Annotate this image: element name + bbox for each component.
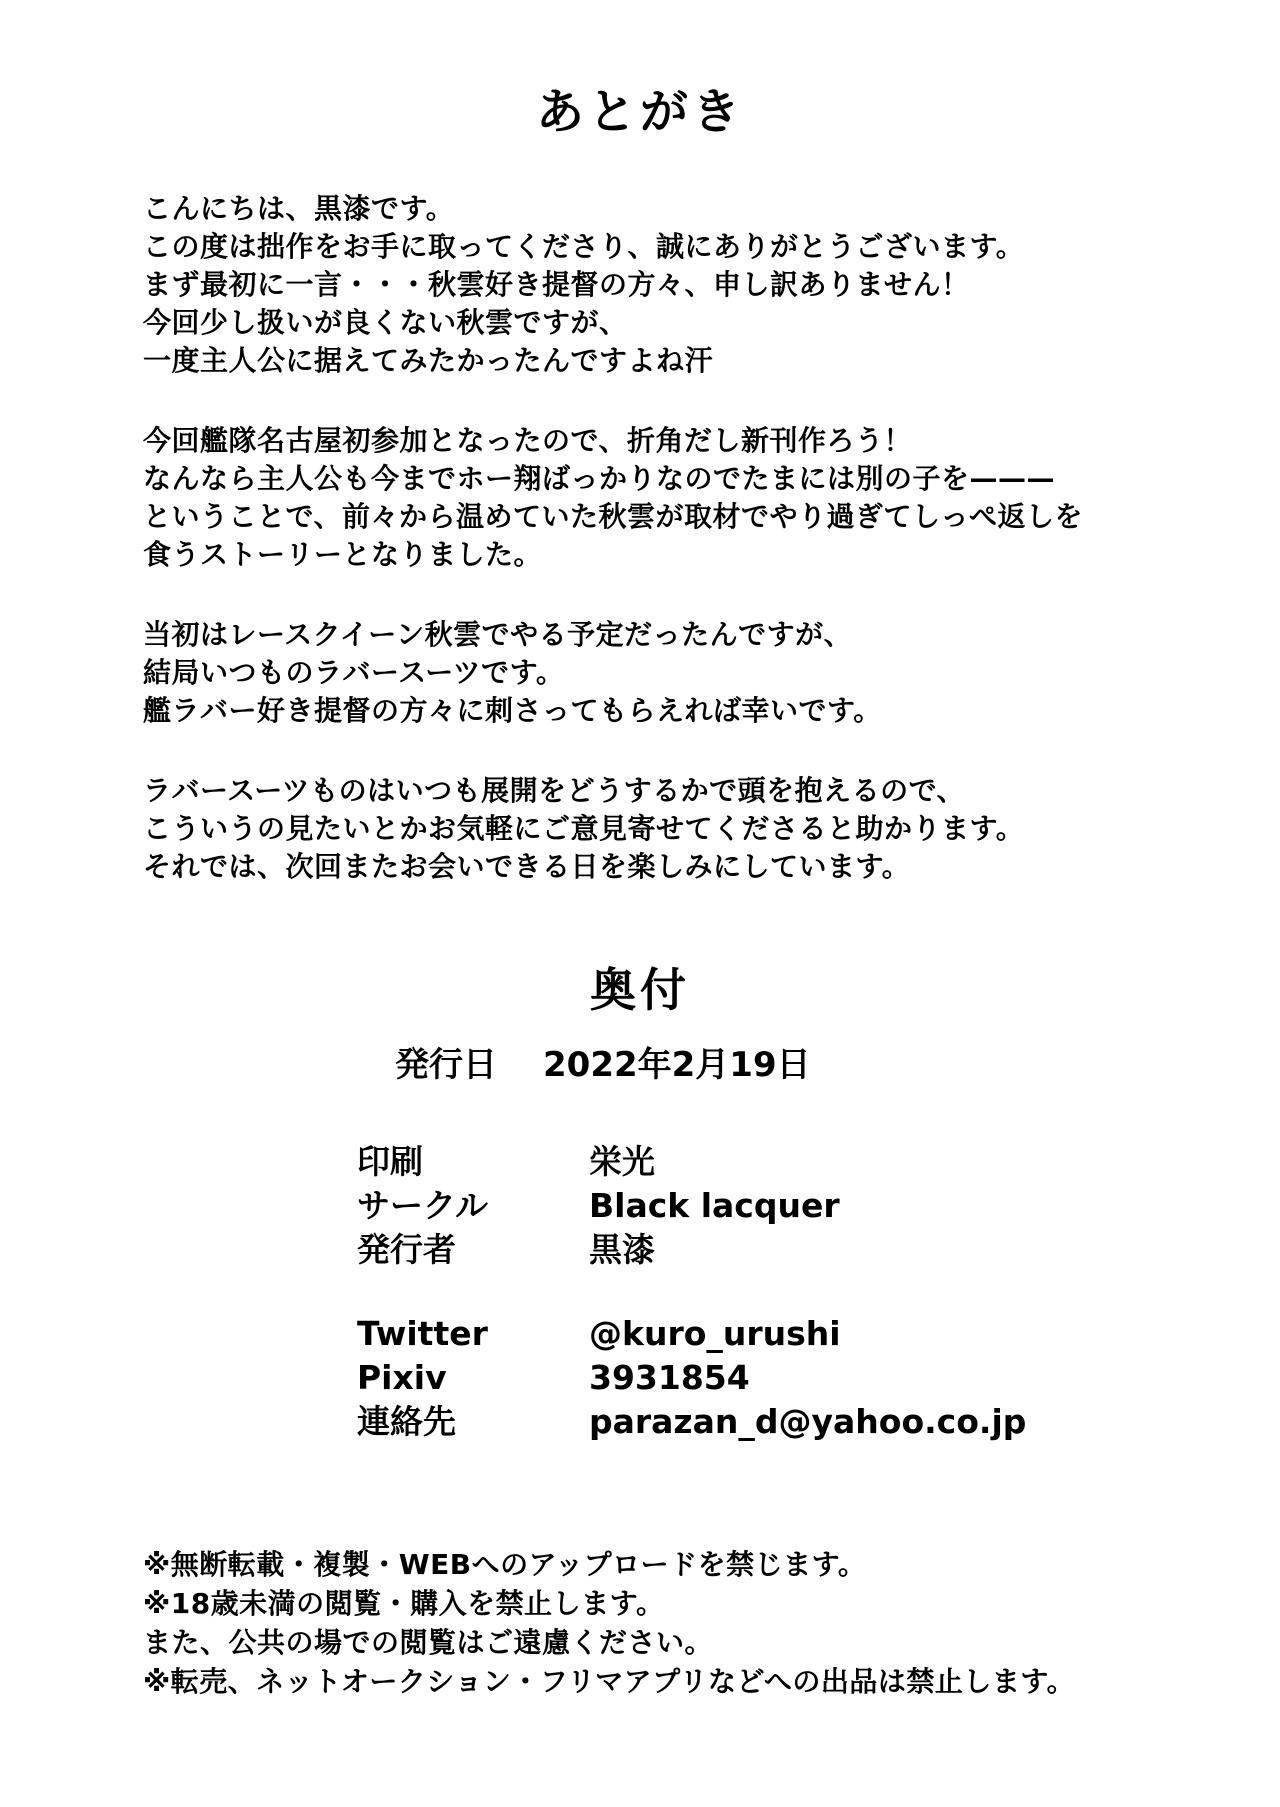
contact-label: 連絡先 xyxy=(357,1402,456,1441)
notice-line: ※18歳未満の閲覧・購入を禁止します。 xyxy=(143,1587,665,1620)
pixiv-label: Pixiv xyxy=(357,1358,447,1397)
print-label: 印刷 xyxy=(357,1142,423,1181)
info-row-contact xyxy=(357,1400,1026,1444)
afterword-line: なんなら主人公も今までホー翔ばっかりなのでたまには別の子を——— xyxy=(143,462,1056,495)
afterword-line: 結局いつものラバースーツです。 xyxy=(143,656,565,689)
publisher-value: 黒漆 xyxy=(589,1230,655,1269)
circle-value: Black lacquer xyxy=(589,1186,840,1225)
contact-value: parazan_d@yahoo.co.jp xyxy=(589,1402,1027,1441)
afterword-line: こういうの見たいとかお気軽にご意見寄せてくださると助かります。 xyxy=(143,812,1025,845)
circle-label: サークル xyxy=(357,1186,489,1225)
afterword-title: あとがき xyxy=(535,84,744,140)
publish-date-label: 発行日 xyxy=(395,1045,497,1085)
afterword-line: まず最初に一言・・・秋雲好き提督の方々、申し訳ありません！ xyxy=(143,268,970,301)
afterword-line: ということで、前々から温めていた秋雲が取材でやり過ぎてしっぺ返しを xyxy=(143,500,1083,533)
pixiv-value: 3931854 xyxy=(589,1358,750,1397)
colophon-title: 奥付 xyxy=(590,963,690,1017)
print-value: 栄光 xyxy=(589,1142,655,1181)
afterword-line: この度は拙作をお手に取ってくださり、誠にありがとうございます。 xyxy=(143,230,1025,263)
afterword-line: 今回少し扱いが良くない秋雲ですが、 xyxy=(143,306,628,339)
afterword-paragraph xyxy=(143,190,1263,380)
notice-line: また、公共の場での閲覧はご遠慮ください。 xyxy=(143,1626,714,1659)
afterword-line: 一度主人公に据えてみたかったんですよね汗 xyxy=(143,344,714,377)
notices xyxy=(143,1545,1263,1701)
afterword-paragraph xyxy=(143,772,1263,886)
twitter-value: @kuro_urushi xyxy=(589,1314,841,1353)
info-gap xyxy=(357,1272,1026,1312)
afterword-paragraph xyxy=(143,616,1263,730)
notice-line: ※無断転載・複製・WEBへのアップロードを禁じます。 xyxy=(143,1548,867,1581)
afterword-paragraph xyxy=(143,422,1263,574)
publish-date xyxy=(395,1043,811,1087)
info-row-publisher xyxy=(357,1228,1026,1272)
info-row-pixiv xyxy=(357,1356,1026,1400)
publisher-label: 発行者 xyxy=(357,1230,456,1269)
afterword-line: こんにちは、黒漆です。 xyxy=(143,192,455,225)
afterword-line: 当初はレースクイーン秋雲でやる予定だったんですが、 xyxy=(143,618,853,651)
afterword-body xyxy=(143,190,1263,928)
twitter-label: Twitter xyxy=(357,1314,488,1353)
publish-date-value: 2022年2月19日 xyxy=(543,1045,811,1085)
afterword-line: 今回艦隊名古屋初参加となったので、折角だし新刊作ろう！ xyxy=(143,424,912,457)
info-row-print xyxy=(357,1140,1026,1184)
afterword-line: 食うストーリーとなりました。 xyxy=(143,538,543,571)
afterword-line: ラバースーツものはいつも展開をどうするかで頭を抱えるので、 xyxy=(143,774,966,807)
colophon-info-table xyxy=(357,1140,1026,1444)
info-row-twitter xyxy=(357,1312,1026,1356)
notice-line: ※転売、ネットオークション・フリマアプリなどへの出品は禁止します。 xyxy=(143,1665,1076,1698)
afterword-line: それでは、次回またお会いできる日を楽しみにしています。 xyxy=(143,850,911,883)
afterword-line: 艦ラバー好き提督の方々に刺さってもらえれば幸いです。 xyxy=(143,694,882,727)
info-row-circle xyxy=(357,1184,1026,1228)
